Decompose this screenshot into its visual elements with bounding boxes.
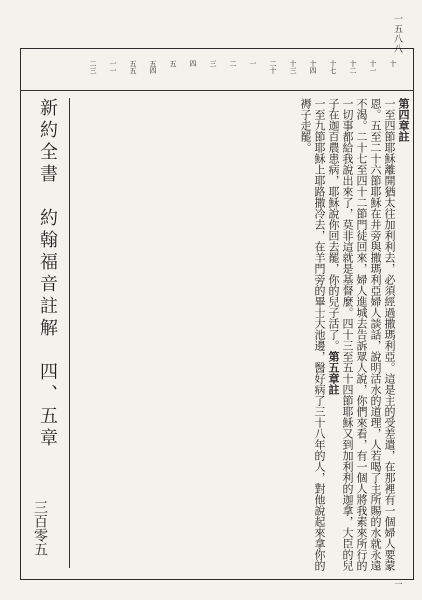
commentary-paragraph: 一至四節耶穌離開猶太往加利利去，必須經過撒瑪利亞。這是主的受差遣，在那裡有一個婦人要蒙恩。 [369,98,396,571]
margin-number: 十 [389,60,397,67]
page-number: 三百零五 [32,500,48,556]
margin-number: 三 [209,60,217,67]
margin-number: 五五 [129,60,137,74]
chapter-heading: 第五章註 [327,351,340,395]
margin-number: 一 [249,60,257,67]
header-rule [20,90,414,91]
commentary-paragraph: 二十七至四十二節門徒回來，婦人進城去告訴眾人說，你們來看，有一個人將我素來所行的一切事都給我說出來了，莫非這就是基督麼。 [341,98,368,571]
margin-number: 五 [169,60,177,67]
margin-number: 四 [189,60,197,67]
commentary-paragraph: 四十三至五十四節耶穌又到加利利的迦拿，大臣的兒子在迦百農患病，耶穌說你回去罷，你的兒子活了。 [327,98,354,571]
margin-number: 二十 [269,60,277,74]
bottom-reference: 一 [394,580,403,588]
verse-margin-numbers [86,60,396,86]
margin-number: 十一 [369,60,377,74]
top-reference: 一五八八 [392,14,402,54]
margin-number: 十三 [289,60,297,74]
margin-number: 十二 [349,60,357,74]
margin-number: 十七 [329,60,337,74]
margin-number: 一一 [109,60,117,74]
book-title-column: 新約全書 約翰福音註解 四、五章 [26,98,70,568]
commentary-paragraph: 一至九節耶穌上耶路撒冷去，在羊門旁的畢士大池邊，醫好病了三十八年的人，對他說起來拿你的褥子走罷。 [299,98,326,571]
commentary-text [72,98,410,572]
commentary-paragraph: 五至二十六節耶穌在井旁與撒瑪利亞婦人談話，說明活水的道理，人若喝了主所賜的水就永遠不渴。 [355,98,382,571]
margin-number: 二 [229,60,237,67]
chapter-heading: 第四章註 [397,98,410,142]
margin-number: 十四 [309,60,317,74]
margin-number: 二三 [89,60,97,74]
margin-number: 五四 [149,60,157,74]
